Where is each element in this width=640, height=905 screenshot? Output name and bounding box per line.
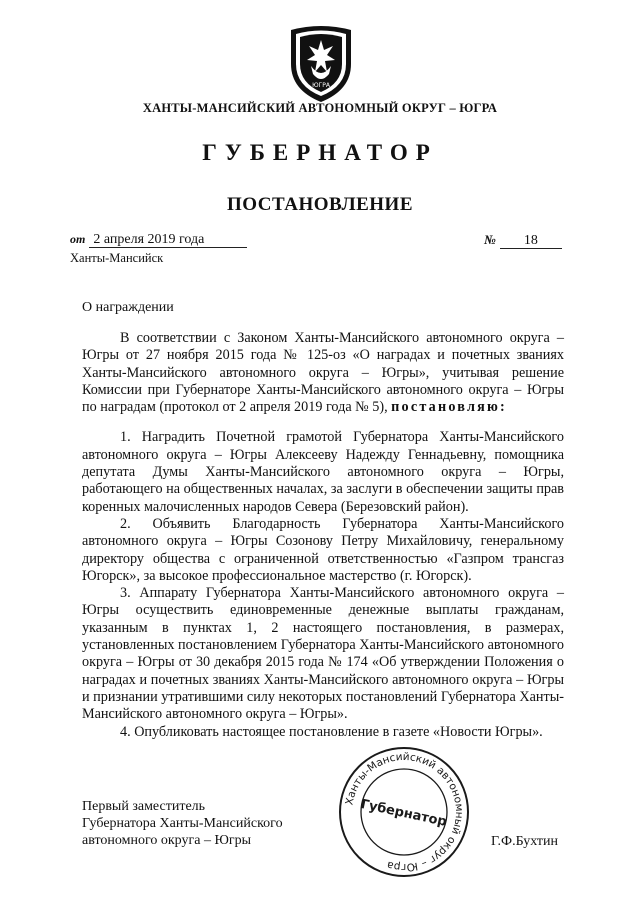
- signatory-line-1: Первый заместитель: [82, 799, 206, 814]
- signatory-line-3: автономного округа – Югры: [82, 833, 251, 848]
- document-date: 2 апреля 2019 года: [89, 232, 247, 248]
- seal-center-text: Губернатор: [359, 797, 449, 830]
- date-line: [70, 232, 247, 248]
- city: Ханты-Мансийск: [70, 251, 164, 265]
- preamble: [82, 330, 564, 416]
- document-number: 18: [500, 233, 562, 249]
- resolve-word: постановляю:: [391, 399, 507, 416]
- region-name: ХАНТЫ-МАНСИЙСКИЙ АВТОНОМНЫЙ ОКРУГ – ЮГРА: [142, 101, 498, 115]
- signatory-title: [82, 798, 283, 849]
- preamble-text: В соответствии с Законом Ханты-Мансийского автономного округа – Югры от 27 ноября 2015 года № 125-оз «О наградах и почетных званиях Ханты-Мансийского автономного округа – Югры», учитывая решение Комиссии при Губернаторе Ханты-Мансийского автономного округа – Югры по наградам (протокол от 2 апреля 2019 года № 5),: [82, 330, 564, 416]
- item-3: 3. Аппарату Губернатора Ханты-Мансийского автономного округа – Югры осуществить единовременные денежные выплаты гражданам, указанным в пунктах 1, 2 настоящего постановления, в размерах, установленных постановлением Губернатора Ханты-Мансийского автономного округа – Югры от 30 декабря 2015 года № 174 «Об утверждении Положения о наградах и почетных званиях Ханты-Мансийского автономного округа – Югры и признании утратившими силу некоторых постановлений Губернатора Ханты-Мансийского автономного округа – Югры».: [82, 585, 564, 723]
- official-seal: [336, 744, 472, 880]
- item-1: 1. Наградить Почетной грамотой Губернатора Ханты-Мансийского автономного округа – Югры Алексееву Надежду Геннадьевну, помощника депутата Думы Ханты-Мансийского автономного округа – Югры, работающего на общественных началах, за заслуги в обеспечении защиты прав коренных малочисленных народов Севера (Березовский район).: [82, 429, 564, 515]
- item-4: 4. Опубликовать настоящее постановление в газете «Новости Югры».: [120, 723, 543, 740]
- document-type: ПОСТАНОВЛЕНИЕ: [226, 194, 414, 215]
- document-body: [82, 330, 564, 741]
- emblem-text: ЮГРА: [312, 82, 330, 89]
- number-prefix: №: [484, 232, 496, 247]
- number-line: [484, 232, 562, 249]
- seal-ring-text: Ханты-Мансийский автономный округ – Югра: [343, 750, 466, 874]
- coat-of-arms-icon: [285, 24, 357, 104]
- item-2: 2. Объявить Благодарность Губернатора Ханты-Мансийского автономного округа – Югры Созонову Петру Михайловичу, генеральному директору общества с ограниченной ответственностью «Газпром трансгаз Югорск», за высокое профессиональное мастерство (г. Югорск).: [82, 515, 564, 584]
- governor-heading: ГУБЕРНАТОР: [202, 140, 438, 165]
- signatory-name: Г.Ф.Бухтин: [491, 834, 559, 849]
- signatory-line-2: Губернатора Ханты-Мансийского: [82, 816, 283, 831]
- date-prefix: от: [70, 232, 86, 246]
- subject-line: О награждении: [82, 300, 174, 315]
